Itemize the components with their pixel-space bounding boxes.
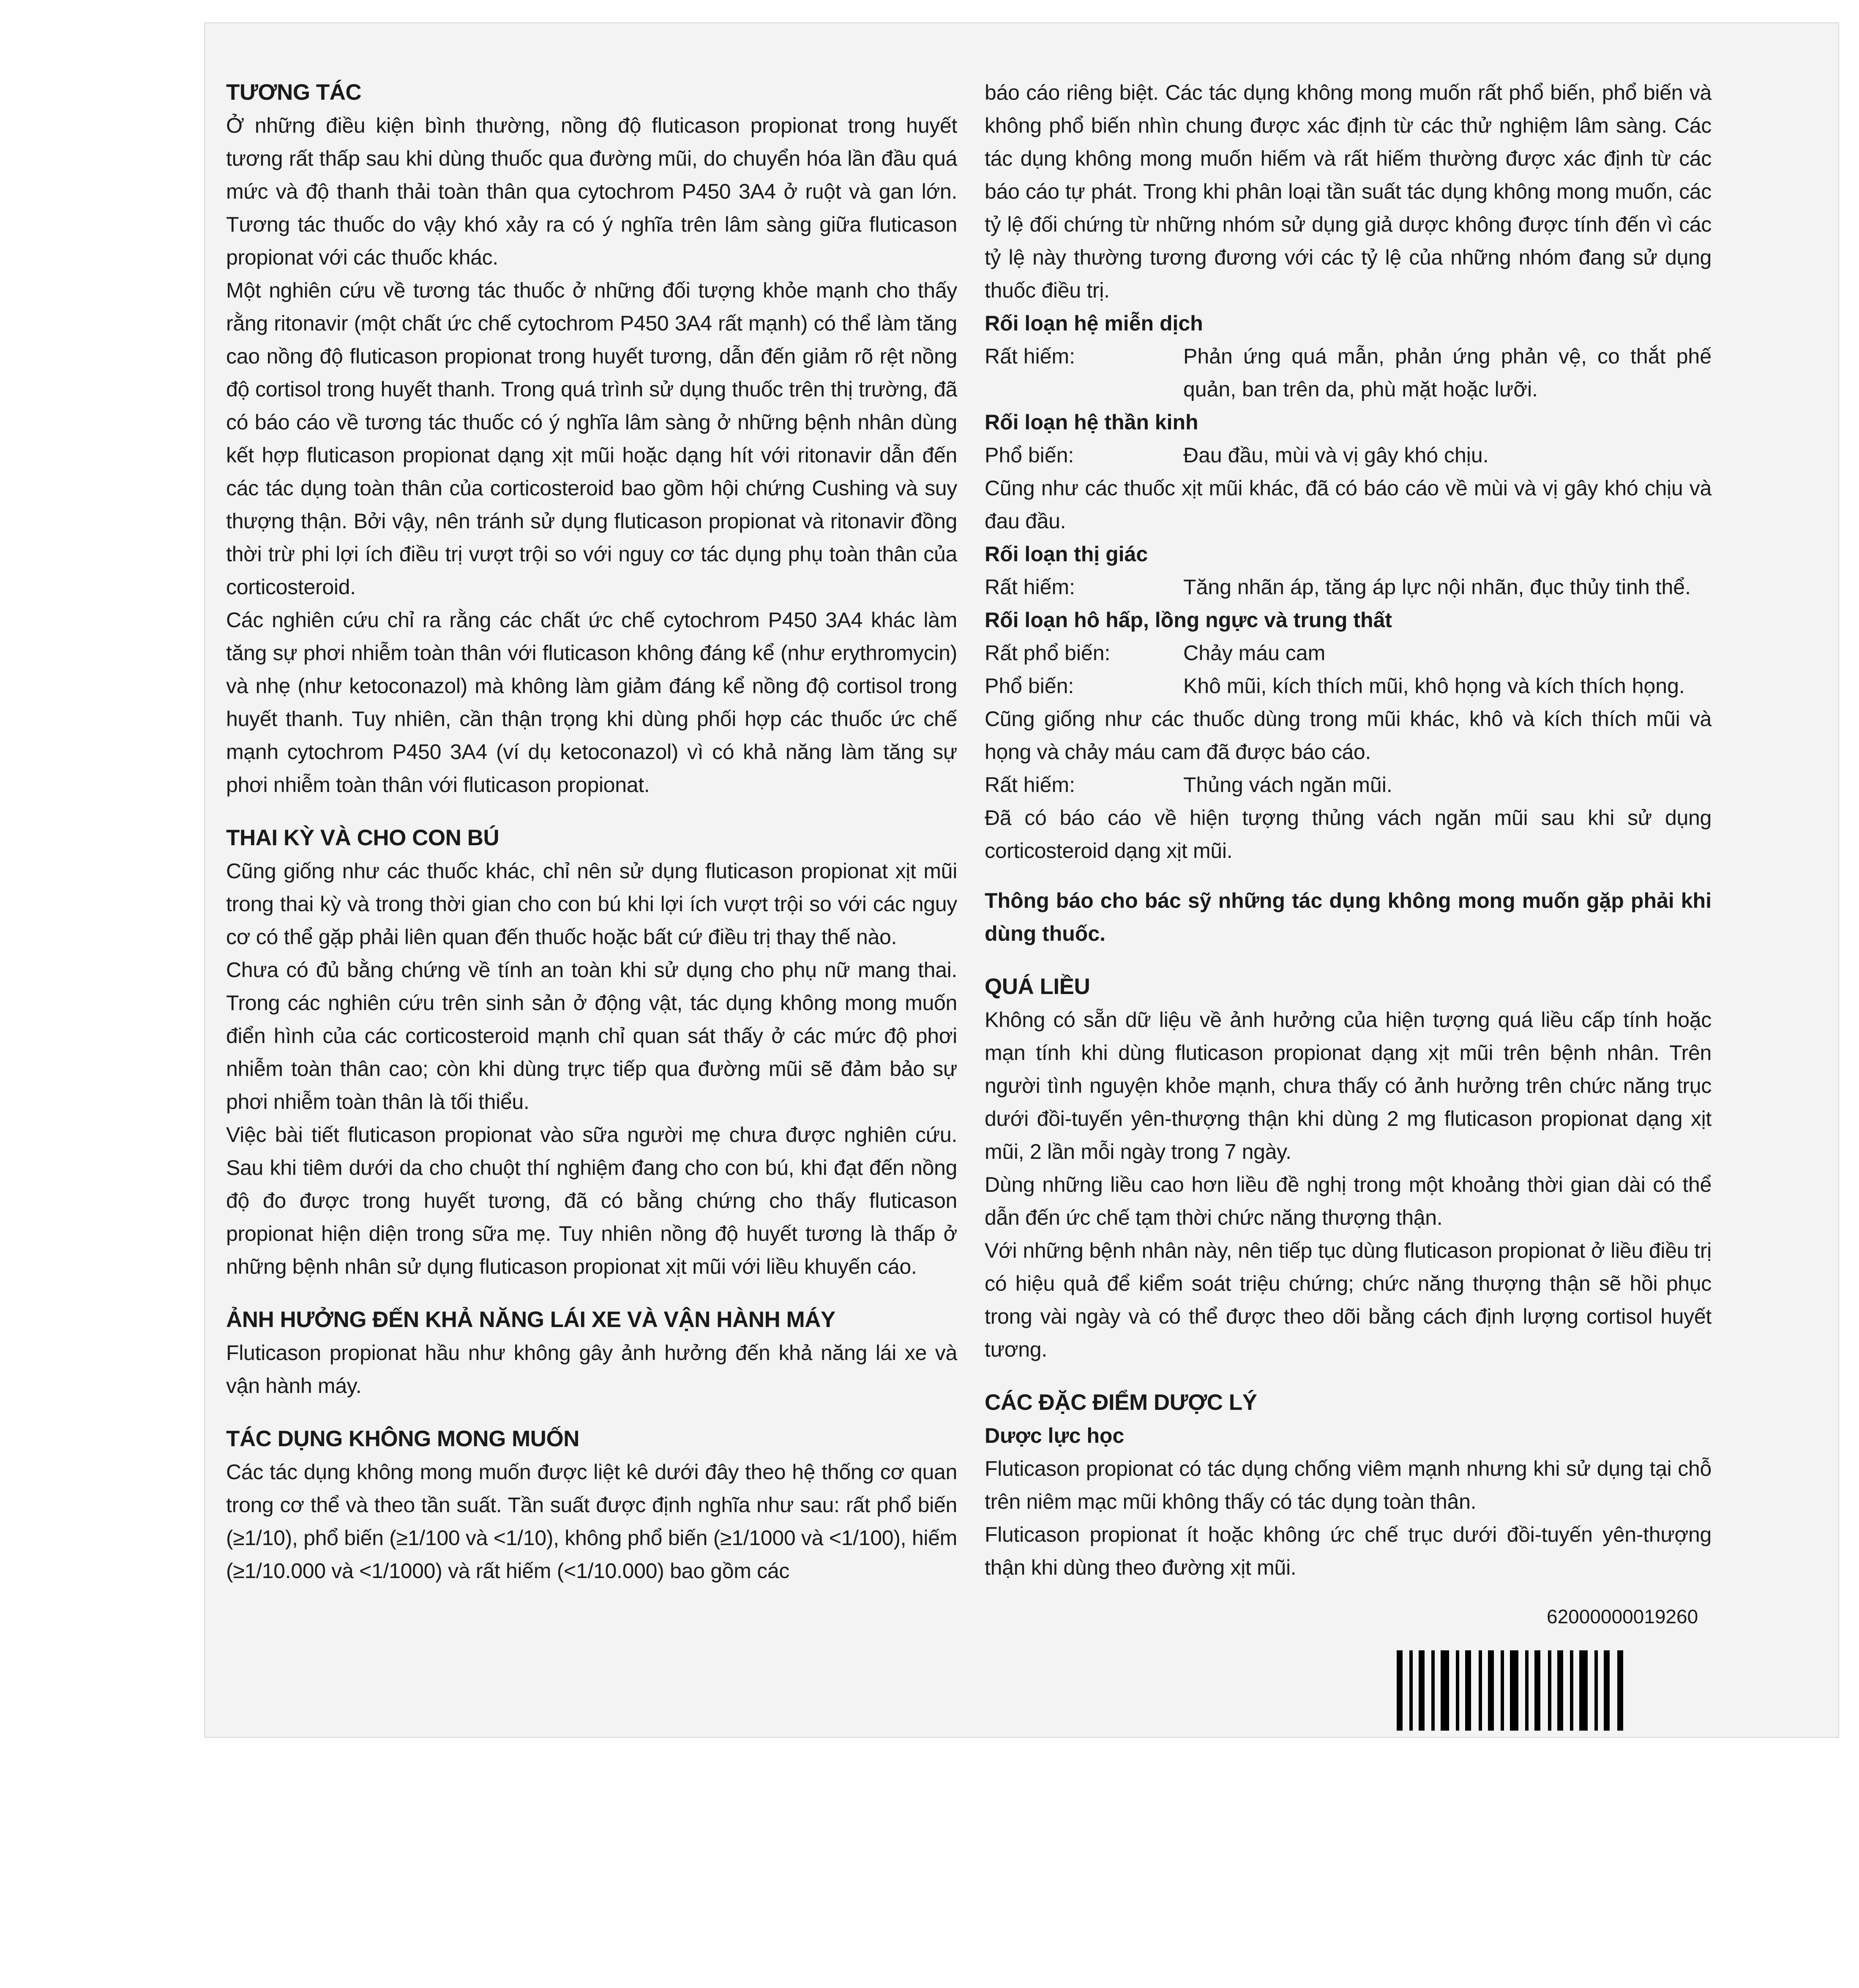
paragraph: Cũng như các thuốc xịt mũi khác, đã có báo cáo về mùi và vị gây khó chịu và đau đầu. [985,476,1712,533]
paragraph: Các tác dụng không mong muốn được liệt kê dưới đây theo hệ thống cơ quan trong cơ thể và theo tần suất. Tần suất được định nghĩa như sau: rất phổ biến (≥1/10), phổ biến (≥1/100 và <1/10), không phổ biến (≥1/1000 và <1/100), hiếm (≥1/10.000 và <1/1000) và rất hiếm (<1/10.000) bao gồm các [226,1460,957,1583]
subheading-pharmacodynamics: Dược lực học [985,1424,1125,1447]
paragraph: Một nghiên cứu về tương tác thuốc ở những đối tượng khỏe mạnh cho thấy rằng ritonavir (một chất ức chế cytochrom P450 3A4 rất mạnh) có thể làm tăng cao nồng độ fluticason propionat trong huyết tương, dẫn đến giảm rõ rệt nồng độ cortisol trong huyết thanh. Trong quá trình sử dụng thuốc trên thị trường, đã có báo cáo về tương tác thuốc có ý nghĩa lâm sàng ở những bệnh nhân dùng kết hợp fluticason propionat dạng xịt mũi hoặc dạng hít với ritonavir dẫn đến các tác dụng toàn thân của corticosteroid bao gồm hội chứng Cushing và suy thượng thận. Bởi vậy, nên tránh sử dụng fluticason propionat và ritonavir đồng thời trừ phi lợi ích điều trị vượt trội so với nguy cơ tác dụng phụ toàn thân của corticosteroid. [226,279,957,599]
paragraph: Fluticason propionat hầu như không gây ảnh hưởng đến khả năng lái xe và vận hành máy. [226,1341,957,1398]
paragraph: Cũng giống như các thuốc dùng trong mũi khác, khô và kích thích mũi và họng và chảy máu cam đã được báo cáo. [985,707,1712,764]
subheading-eye: Rối loạn thị giác [985,542,1148,566]
frequency-row [985,636,1712,669]
frequency-value: Khô mũi, kích thích mũi, khô họng và kích thích họng. [1183,674,1685,698]
subheading-respiratory: Rối loạn hô hấp, lồng ngực và trung thất [985,608,1392,632]
subheading-nervous: Rối loạn hệ thần kinh [985,410,1198,434]
frequency-value: Đau đầu, mùi và vị gây khó chịu. [1183,443,1489,467]
paragraph: Đã có báo cáo về hiện tượng thủng vách ngăn mũi sau khi sử dụng corticosteroid dạng xịt mũi. [985,806,1712,863]
frequency-label: Rất hiếm: [985,344,1075,368]
frequency-value: Chảy máu cam [1183,641,1326,665]
paragraph: Chưa có đủ bằng chứng về tính an toàn khi sử dụng cho phụ nữ mang thai. Trong các nghiên cứu trên sinh sản ở động vật, tác dụng không mong muốn điển hình của các corticosteroid mạnh chỉ quan sát thấy ở các mức độ phơi nhiễm toàn thân cao; còn khi dùng trực tiếp qua đường mũi sẽ đảm bảo sự phơi nhiễm toàn thân là tối thiểu. [226,958,957,1114]
paragraph: Cũng giống như các thuốc khác, chỉ nên sử dụng fluticason propionat xịt mũi trong thai kỳ và trong thời gian cho con bú khi lợi ích vượt trội so với các nguy cơ có thể gặp phải liên quan đến thuốc hoặc bất cứ điều trị thay thế nào. [226,859,957,949]
paragraph: Với những bệnh nhân này, nên tiếp tục dùng fluticason propionat ở liều điều trị có hiệu quả để kiểm soát triệu chứng; chức năng thượng thận sẽ hồi phục trong vài ngày và có thể được theo dõi bằng cách định lượng cortisol huyết tương. [985,1239,1712,1361]
section-title-interactions: TƯƠNG TÁC [226,80,362,105]
frequency-label: Phổ biến: [985,674,1074,698]
paragraph: Việc bài tiết fluticason propionat vào sữa người mẹ chưa được nghiên cứu. Sau khi tiêm dưới da cho chuột thí nghiệm đang cho con bú, khi đạt đến nồng độ đo được trong huyết tương, đã có bằng chứng cho thấy fluticason propionat hiện diện trong sữa mẹ. Tuy nhiên nồng độ huyết tương là thấp ở những bệnh nhân sử dụng fluticason propionat xịt mũi với liều khuyến cáo. [226,1123,957,1278]
paragraph: Fluticason propionat có tác dụng chống viêm mạnh nhưng khi sử dụng tại chỗ trên niêm mạc mũi không thấy có tác dụng toàn thân. [985,1457,1712,1513]
subheading-immune: Rối loạn hệ miễn dịch [985,311,1203,335]
frequency-row [985,571,1712,604]
frequency-label: Rất phổ biến: [985,641,1111,665]
frequency-value: Thủng vách ngăn mũi. [1183,773,1392,797]
section-title-driving: ẢNH HƯỞNG ĐẾN KHẢ NĂNG LÁI XE VÀ VẬN HÀNH MÁY [226,1307,835,1332]
section-title-side-effects: TÁC DỤNG KHÔNG MONG MUỐN [226,1426,579,1451]
barcode-number: 62000000019260 [1547,1606,1698,1628]
frequency-label: Rất hiếm: [985,575,1075,599]
paragraph: Không có sẵn dữ liệu về ảnh hưởng của hiện tượng quá liều cấp tính hoặc mạn tính khi dùng fluticason propionat dạng xịt mũi trên bệnh nhân. Trên người tình nguyện khỏe mạnh, chưa thấy có ảnh hưởng trên chức năng trục dưới đồi-tuyến yên-thượng thận khi dùng 2 mg fluticason propionat dạng xịt mũi, 2 lần mỗi ngày trong 7 ngày. [985,1008,1712,1163]
section-title-pregnancy: THAI KỲ VÀ CHO CON BÚ [226,825,500,850]
paragraph: Fluticason propionat ít hoặc không ức chế trục dưới đồi-tuyến yên-thượng thận khi dùng theo đường xịt mũi. [985,1523,1712,1579]
frequency-value: Tăng nhãn áp, tăng áp lực nội nhãn, đục thủy tinh thể. [1183,575,1691,599]
paragraph: Dùng những liều cao hơn liều đề nghị trong một khoảng thời gian dài có thể dẫn đến ức chế tạm thời chức năng thượng thận. [985,1173,1712,1229]
frequency-row [985,768,1712,801]
frequency-row [985,669,1712,702]
frequency-row [985,439,1712,472]
frequency-label: Rất hiếm: [985,773,1075,797]
paragraph: Ở những điều kiện bình thường, nồng độ fluticason propionat trong huyết tương rất thấp sau khi dùng thuốc qua đường mũi, do chuyển hóa lần đầu quá mức và độ thanh thải toàn thân qua cytochrom P450 3A4 ở ruột và gan lớn. Tương tác thuốc do vậy khó xảy ra có ý nghĩa trên lâm sàng giữa fluticason propionat với các thuốc khác. [226,114,957,269]
frequency-row [985,340,1712,406]
doctor-notice: Thông báo cho bác sỹ những tác dụng không mong muốn gặp phải khi dùng thuốc. [985,889,1712,945]
left-column [226,76,957,1587]
frequency-value: Phản ứng quá mẫn, phản ứng phản vệ, co thắt phế quản, ban trên da, phù mặt hoặc lưỡi. [1183,344,1712,401]
paragraph: Các nghiên cứu chỉ ra rằng các chất ức chế cytochrom P450 3A4 khác làm tăng sự phơi nhiễm toàn thân với fluticason không đáng kể (như erythromycin) và nhẹ (như ketoconazol) mà không làm giảm đáng kể nồng độ cortisol trong huyết thanh. Tuy nhiên, cần thận trọng khi dùng phối hợp các thuốc ức chế mạnh cytochrom P450 3A4 (ví dụ ketoconazol) vì có khả năng làm tăng sự phơi nhiễm toàn thân với fluticason propionat. [226,608,957,797]
barcode-icon [1397,1650,1625,1731]
section-title-overdose: QUÁ LIỀU [985,974,1090,999]
paragraph: báo cáo riêng biệt. Các tác dụng không mong muốn rất phổ biến, phổ biến và không phổ biến nhìn chung được xác định từ các thử nghiệm lâm sàng. Các tác dụng không mong muốn hiếm và rất hiếm thường được xác định từ các báo cáo tự phát. Trong khi phân loại tần suất tác dụng không mong muốn, các tỷ lệ đối chứng từ những nhóm sử dụng giả dược không được tính đến vì các tỷ lệ này thường tương đương với các tỷ lệ của những nhóm đang sử dụng thuốc điều trị. [985,81,1712,302]
section-title-pharmacology: CÁC ĐẶC ĐIỂM DƯỢC LÝ [985,1390,1257,1415]
frequency-label: Phổ biến: [985,443,1074,467]
right-column [985,76,1712,1584]
